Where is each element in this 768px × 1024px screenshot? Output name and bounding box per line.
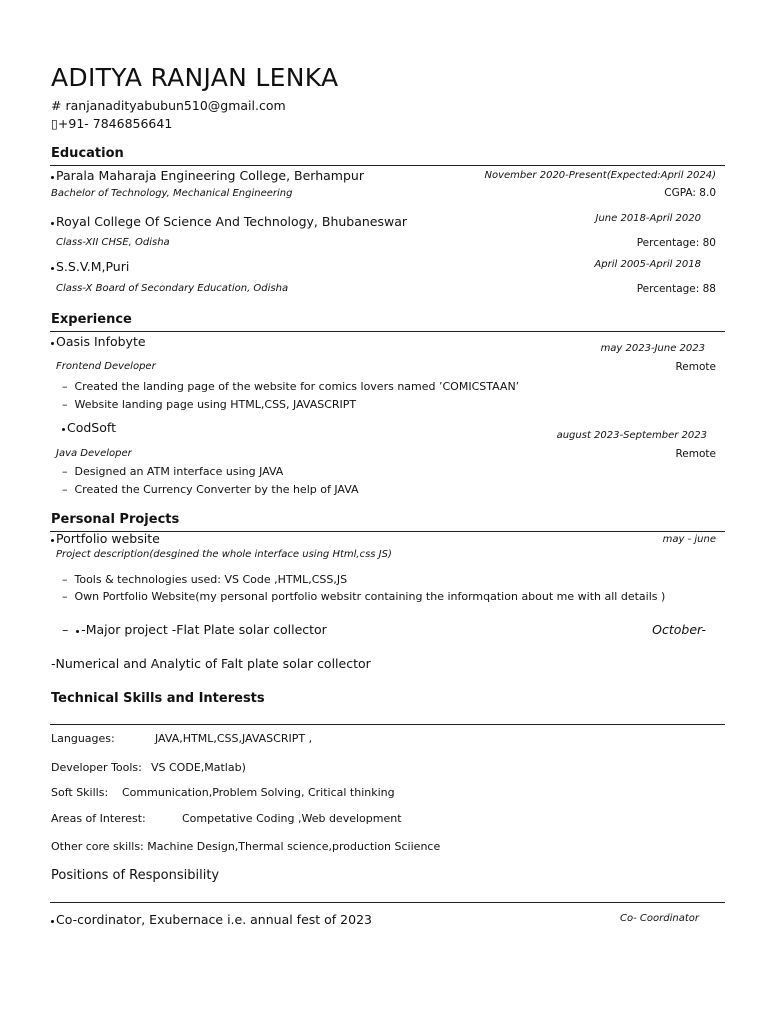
education-item-degree: Class-XII CHSE, Odisha bbox=[56, 237, 170, 248]
skill-value: Machine Design,Thermal science,production Sciience bbox=[147, 840, 441, 853]
phone-line bbox=[51, 116, 172, 131]
skill-label: Languages: bbox=[51, 732, 115, 745]
skill-value: JAVA,HTML,CSS,JAVASCRIPT , bbox=[155, 732, 313, 745]
skill-row bbox=[51, 840, 440, 853]
experience-bullet: – Designed an ATM interface using JAVA bbox=[62, 465, 284, 478]
bullet-icon bbox=[51, 267, 54, 270]
bullet-icon bbox=[51, 222, 54, 225]
education-item-date: April 2005-April 2018 bbox=[594, 259, 701, 270]
experience-item-org: Oasis Infobyte bbox=[51, 334, 146, 349]
experience-bullet: – Created the Currency Converter by the help of JAVA bbox=[62, 483, 359, 496]
bullet-icon bbox=[51, 342, 54, 345]
skills-heading: Technical Skills and Interests bbox=[51, 691, 265, 706]
bullet-icon bbox=[76, 630, 79, 633]
email-address[interactable]: ranjanadityabubun510@gmail.com bbox=[65, 98, 286, 113]
education-item-org: S.S.V.M,Puri bbox=[51, 259, 129, 274]
project-date: may - june bbox=[662, 534, 716, 545]
education-heading: Education bbox=[51, 146, 124, 161]
email-line bbox=[51, 98, 286, 113]
education-item-score: Percentage: 88 bbox=[636, 283, 716, 295]
education-item-date: November 2020-Present(Expected:April 2024) bbox=[484, 170, 716, 181]
major-project-date: October- bbox=[652, 622, 706, 637]
experience-item-location: Remote bbox=[675, 361, 716, 373]
email-icon: # bbox=[51, 98, 62, 113]
skill-value: Competative Coding ,Web development bbox=[182, 812, 402, 825]
project-bullet: – Own Portfolio Website(my personal portfolio websitr containing the informqation about me with all details ) bbox=[62, 590, 666, 603]
experience-item-date: may 2023-June 2023 bbox=[600, 343, 705, 354]
bullet-icon bbox=[62, 428, 65, 431]
position-item: Co-cordinator, Exubernace i.e. annual fest of 2023 bbox=[51, 912, 372, 927]
education-item-degree: Class-X Board of Secondary Education, Odisha bbox=[56, 283, 289, 294]
skill-label: Soft Skills: bbox=[51, 786, 109, 799]
skill-label: Other core skills: bbox=[51, 840, 144, 853]
experience-divider bbox=[50, 331, 725, 332]
major-project: – -Major project -Flat Plate solar collector bbox=[62, 622, 327, 637]
skill-label: Areas of Interest: bbox=[51, 812, 146, 825]
skills-divider bbox=[50, 724, 725, 725]
skill-value: Communication,Problem Solving, Critical thinking bbox=[122, 786, 395, 799]
experience-item-role: Java Developer bbox=[56, 448, 132, 459]
education-item-org: Royal College Of Science And Technology, Bhubaneswar bbox=[51, 214, 407, 229]
experience-heading: Experience bbox=[51, 312, 132, 327]
project-bullet: – Tools & technologies used: VS Code ,HTML,CSS,JS bbox=[62, 573, 348, 586]
skill-value: VS CODE,Matlab) bbox=[151, 761, 246, 774]
candidate-name: ADITYA RANJAN LENKA bbox=[51, 63, 339, 92]
phone-number[interactable]: +91- 7846856641 bbox=[57, 116, 173, 131]
education-divider bbox=[50, 165, 725, 166]
project-description: Project description(desgined the whole interface using Html,css JS) bbox=[56, 549, 392, 560]
experience-item-org: CodSoft bbox=[62, 420, 116, 435]
phone-icon: ▯ bbox=[51, 116, 58, 131]
education-item-degree: Bachelor of Technology, Mechanical Engineering bbox=[51, 188, 293, 199]
project-name: Portfolio website bbox=[51, 531, 160, 546]
numerical-project: -Numerical and Analytic of Falt plate solar collector bbox=[51, 656, 371, 671]
bullet-icon bbox=[51, 920, 54, 923]
education-item-date: June 2018-April 2020 bbox=[595, 213, 701, 224]
positions-divider bbox=[50, 902, 725, 903]
experience-item-role: Frontend Developer bbox=[56, 361, 156, 372]
experience-item-location: Remote bbox=[675, 448, 716, 460]
education-item-org: Parala Maharaja Engineering College, Berhampur bbox=[51, 168, 364, 183]
skill-label: Developer Tools: bbox=[51, 761, 142, 774]
position-role: Co- Coordinator bbox=[620, 913, 699, 924]
education-item-score: CGPA: 8.0 bbox=[664, 187, 716, 199]
positions-heading: Positions of Responsibility bbox=[51, 868, 220, 883]
bullet-icon bbox=[51, 176, 54, 179]
bullet-icon bbox=[51, 539, 54, 542]
major-project-dash: – bbox=[62, 622, 69, 637]
experience-bullet: – Website landing page using HTML,CSS, JAVASCRIPT bbox=[62, 398, 357, 411]
projects-heading: Personal Projects bbox=[51, 512, 180, 527]
education-item-score: Percentage: 80 bbox=[636, 237, 716, 249]
experience-bullet: – Created the landing page of the website for comics lovers named ’COMICSTAAN’ bbox=[62, 380, 520, 393]
experience-item-date: august 2023-September 2023 bbox=[556, 430, 707, 441]
